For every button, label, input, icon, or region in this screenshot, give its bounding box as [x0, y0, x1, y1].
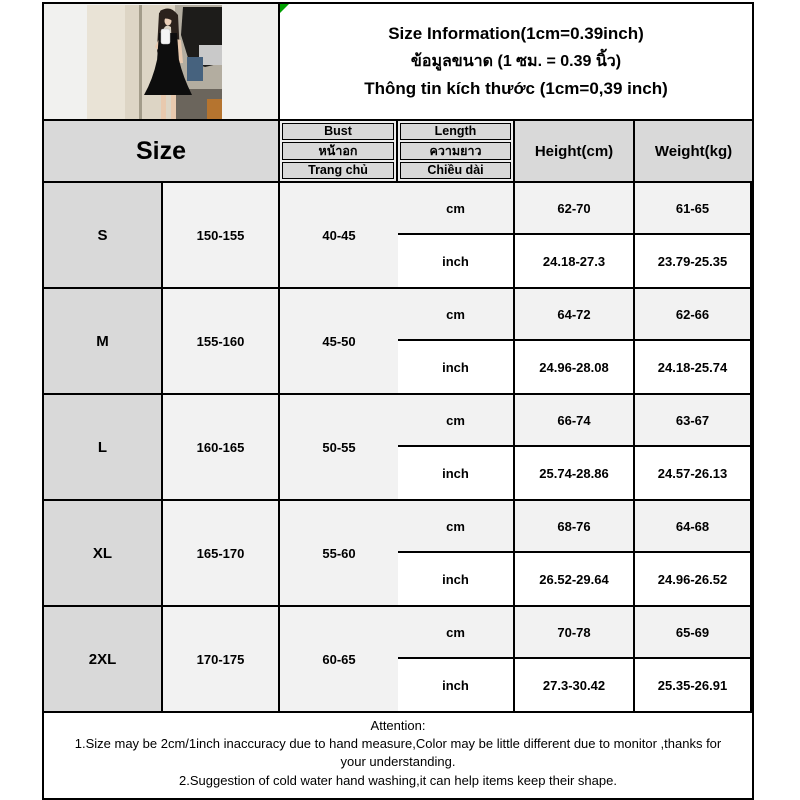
- top-section: [44, 4, 752, 121]
- size-label: M: [44, 289, 163, 393]
- bust-label-vi: Trang chủ: [282, 162, 394, 179]
- attention-note-2: 2.Suggestion of cold water hand washing,it can help items keep their shape.: [179, 772, 617, 788]
- length-label-vi: Chiều dài: [400, 162, 511, 179]
- product-photo: [87, 5, 222, 119]
- unit-inch-label: inch: [398, 553, 515, 605]
- size-row-group-m: [44, 289, 752, 395]
- bust-inch-value: 24.96-28.08: [515, 341, 635, 393]
- bust-cm-value: 64-72: [515, 289, 635, 341]
- weight-value: 50-55: [280, 395, 398, 499]
- photo-cell: [44, 4, 280, 119]
- table-header: [44, 121, 752, 183]
- length-inch-value: 25.35-26.91: [635, 659, 752, 711]
- length-cm-value: 65-69: [635, 607, 752, 659]
- attention-heading: Attention:: [370, 718, 426, 733]
- bust-label-th: หน้าอก: [282, 142, 394, 159]
- height-value: 165-170: [163, 501, 280, 605]
- size-label: XL: [44, 501, 163, 605]
- title-thai: ข้อมูลขนาด (1 ซม. = 0.39 นิ้ว): [410, 53, 622, 70]
- weight-value: 55-60: [280, 501, 398, 605]
- size-label: L: [44, 395, 163, 499]
- size-row-group-xl: [44, 501, 752, 607]
- cell-corner-marker-icon: [280, 4, 289, 13]
- title-cell: [280, 4, 752, 119]
- unit-cm-label: cm: [398, 607, 515, 659]
- title-english: Size Information(1cm=0.39inch): [388, 24, 644, 43]
- height-value: 160-165: [163, 395, 280, 499]
- bust-column-header: [280, 121, 398, 181]
- length-inch-value: 24.96-26.52: [635, 553, 752, 605]
- height-value: 155-160: [163, 289, 280, 393]
- length-cm-value: 63-67: [635, 395, 752, 447]
- unit-cm-label: cm: [398, 183, 515, 235]
- size-label: 2XL: [44, 607, 163, 711]
- unit-cm-label: cm: [398, 395, 515, 447]
- bust-inch-value: 24.18-27.3: [515, 235, 635, 287]
- weight-column-header: Weight(kg): [654, 142, 733, 160]
- unit-inch-label: inch: [398, 341, 515, 393]
- unit-inch-label: inch: [398, 659, 515, 711]
- bust-cm-value: 68-76: [515, 501, 635, 553]
- unit-inch-label: inch: [398, 235, 515, 287]
- length-inch-value: 23.79-25.35: [635, 235, 752, 287]
- bust-inch-value: 27.3-30.42: [515, 659, 635, 711]
- bust-cm-value: 66-74: [515, 395, 635, 447]
- title-vietnamese: Thông tin kích thước (1cm=0,39 inch): [364, 79, 668, 98]
- weight-value: 45-50: [280, 289, 398, 393]
- length-cm-value: 64-68: [635, 501, 752, 553]
- attention-note-1: 1.Size may be 2cm/1inch inaccuracy due to hand measure,Color may be little different due to monitor ,thanks for your understanding.: [74, 736, 722, 770]
- bust-cm-value: 62-70: [515, 183, 635, 235]
- unit-inch-label: inch: [398, 447, 515, 499]
- length-label-th: ความยาว: [400, 142, 511, 159]
- size-label: S: [44, 183, 163, 287]
- bust-label-en: Bust: [282, 123, 394, 140]
- length-cm-value: 62-66: [635, 289, 752, 341]
- size-row-group-s: [44, 183, 752, 289]
- height-column-header: Height(cm): [515, 121, 635, 181]
- size-row-group-l: [44, 395, 752, 501]
- length-label-en: Length: [400, 123, 511, 140]
- height-value: 170-175: [163, 607, 280, 711]
- bust-cm-value: 70-78: [515, 607, 635, 659]
- length-cm-value: 61-65: [635, 183, 752, 235]
- size-column-header: Size: [44, 121, 280, 181]
- length-inch-value: 24.18-25.74: [635, 341, 752, 393]
- weight-value: 60-65: [280, 607, 398, 711]
- attention-note: [44, 713, 752, 798]
- height-value: 150-155: [163, 183, 280, 287]
- weight-value: 40-45: [280, 183, 398, 287]
- unit-cm-label: cm: [398, 501, 515, 553]
- length-inch-value: 24.57-26.13: [635, 447, 752, 499]
- bust-inch-value: 26.52-29.64: [515, 553, 635, 605]
- size-row-group-2xl: [44, 607, 752, 713]
- size-chart-sheet: [42, 2, 754, 800]
- unit-cm-label: cm: [398, 289, 515, 341]
- length-column-header: [398, 121, 515, 181]
- bust-inch-value: 25.74-28.86: [515, 447, 635, 499]
